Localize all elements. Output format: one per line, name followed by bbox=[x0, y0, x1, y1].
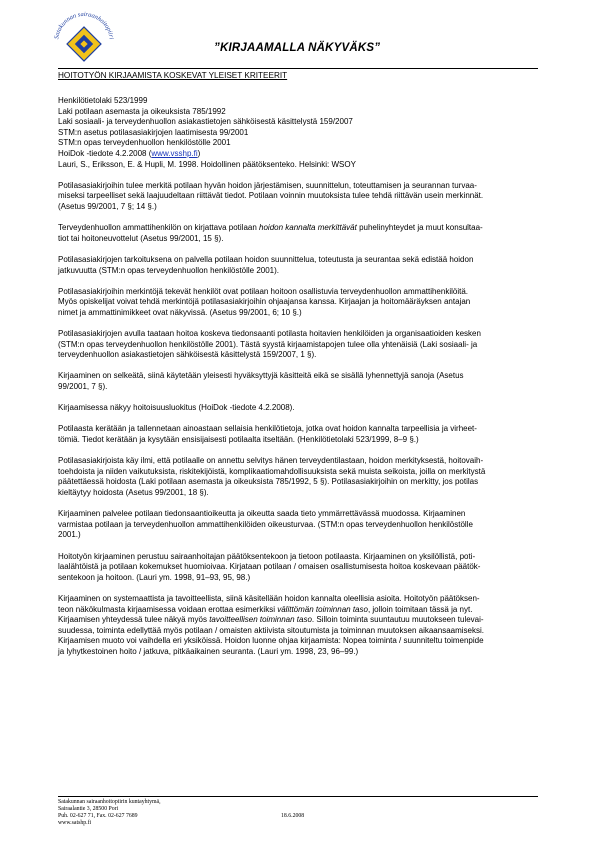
paragraph: Potilasasiakirjoista käy ilmi, että potilaalle on annettu selvitys hänen terveydentilastaan, hoidon merkityksestä, hoitovaih- toehdoista ja niiden vaikutuksista, riskitekijöistä, komplikaatiomahdollisuuksista sekä muista seikoista, joilla on merkitystä päätettäessä hoidosta (Laki potilaan asemasta ja oikeuksista 785/1992, 5 §). Potilasasiakirjoihin on merkitty, jos potilas kieltäytyy hoidosta (Asetus 99/2001, 18 §). bbox=[58, 456, 486, 497]
document-body bbox=[58, 96, 542, 668]
paragraph: Potilasasiakirjoihin merkintöjä tekevät henkilöt ovat potilaan hoitoon osallistuvia terveydenhuollon ammattihenkilöitä. Myös opiskelijat voivat tehdä merkintöjä potilasasiakirjoihin ohjaajansa kanssa. Kirjaajan ja hoitomääräyksen antajan nimet ja ammattinimikkeet ovat näkyvissä. (Asetus 99/2001, 6; 10 §.) bbox=[58, 286, 471, 317]
logo-ring-text: Satakunnan sairaanhoitopiiri bbox=[53, 10, 115, 40]
paragraph: Potilasasiakirjojen avulla taataan hoitoa koskeva tiedonsaanti potilasta hoitavien henkilöiden ja organisaatioiden kesken (STM:n opas terveydenhuollon henkilöstölle 2001). Tästä syystä kirjaamistapojen tulee olla yhtenäisiä (Laki sosiaali- ja terveydenhuollon asiakastietojen sähköisestä käsittelystä 159/2007, 1 §). bbox=[58, 329, 481, 360]
paragraph: Terveydenhuollon ammattihenkilön on kirjattava potilaan hoidon kannalta merkittävät puhelinyhteydet ja muut konsultaa- tiot tai hoitoneuvottelut (Asetus 99/2001, 15 §). bbox=[58, 223, 483, 243]
reference-item: Laki potilaan asemasta ja oikeuksista 785/1992 bbox=[58, 106, 226, 116]
reference-item: Laki sosiaali- ja terveydenhuollon asiakastietojen sähköisestä käsittelystä 159/2007 bbox=[58, 117, 353, 127]
footer-org: Satakunnan sairaanhoitopiirin kuntayhtymä, bbox=[58, 799, 161, 805]
footer-divider bbox=[58, 796, 538, 797]
paragraph: Potilasasiakirjojen tarkoituksena on palvella potilaan hoidon suunnittelua, toteutusta ja seurantaa sekä edistää hoidon jatkuvuutta (STM:n opas terveydenhuollon henkilöstölle 2001). bbox=[58, 254, 474, 275]
footer-date: 18.6.2008 bbox=[281, 813, 305, 819]
reference-item: STM:n opas terveydenhuollon henkilöstölle 2001 bbox=[58, 138, 231, 148]
reference-item: Lauri, S., Eriksson, E. & Hupli, M. 1998. Hoidollinen päätöksenteko. Helsinki: WSOY bbox=[58, 159, 356, 169]
footer-address: Sairaalantie 3, 28500 Pori bbox=[58, 806, 119, 812]
reference-item: STM:n asetus potilasasiakirjojen laatimisesta 99/2001 bbox=[58, 127, 249, 137]
paragraph: Kirjaamisessa näkyy hoitoisuusluokitus (HoiDok -tiedote 4.2.2008). bbox=[58, 403, 295, 413]
paragraph: Kirjaaminen on systemaattista ja tavoitteellista, siinä käsitellään hoidon kannalta oleellisia asioita. Hoitotyön päätöksen- teon näkökulmasta kirjaamisessa voidaan erottaa esimerkiksi välittömän toiminnan taso, jolloin toimitaan tässä ja nyt. Kirjaamisen yhteydessä tulee näkyä myös tavoitteellisen toiminnan taso. Silloin toiminta suuntautuu muutokseen tulevai- suudessa, toiminta edellyttää myös potilaan / omaisten aktiivista sitoutumista ja toiminnan muutoksen aikaansaamiseksi. Kirjaamisen muoto voi vaihdella eri yksiköissä. Hoidon luonne ohjaa kirjaamista: Nopea toiminta / suunniteltu toimenpide ja lyhytkestoinen hoito / jatkuva, pitkäaikainen seuranta. (Lauri ym. 1998, 23, 96–99.) bbox=[58, 593, 484, 656]
paragraph: Kirjaaminen palvelee potilaan tiedonsaantioikeutta ja oikeutta saada tieto ymmärrettävässä muodossa. Kirjaaminen varmistaa potilaan ja terveydenhuollon ammattihenkilöiden oikeusturvaa. (STM:n opas terveydenhuollon henkilöstölle 2001.) bbox=[58, 509, 473, 540]
document-title: ”KIRJAAMALLA NÄKYVÄKS” bbox=[214, 42, 381, 54]
header-divider bbox=[58, 68, 538, 69]
paragraph: Potilasasiakirjoihin tulee merkitä potilaan hyvän hoidon järjestämisen, suunnittelun, toteuttamisen ja seurannan turvaa- miseksi tarpeelliset sekä laajuudeltaan riittävät tiedot. Potilaan voinnin muutoksista tulee tehdä riittävän usein merkinnät. (Asetus 99/2001, 7 §; 14 §.) bbox=[58, 180, 484, 211]
paragraph: Potilaasta kerätään ja tallennetaan ainoastaan sellaisia henkilötietoja, jotka ovat hoidon kannalta tarpeellisia ja virheet- tömiä. Tiedot kerätään ja kysytään ensisijaisesti potilaalta itseltään. (Henkilötietolaki 523/1999, 8–9 §.) bbox=[58, 424, 477, 444]
paragraph: Hoitotyön kirjaaminen perustuu sairaanhoitajan päätöksentekoon ja tietoon potilaasta. Kirjaaminen on yksilöllistä, poti- laalähtöistä ja potilaan kokemukset huomioivaa. Kirjataan potilaan / omaisen osallistumisesta hoitoa koskevaan päätök- sentekoon ja hoitoon. (Lauri ym. 1998, 91–93, 95, 98.) bbox=[58, 551, 481, 582]
hospital-district-logo bbox=[46, 8, 122, 68]
section-heading: HOITOTYÖN KIRJAAMISTA KOSKEVAT YLEISET KRITEERIT bbox=[58, 71, 288, 80]
footer-phone: Puh. 02-627 71, Fax. 02-627 7689 bbox=[58, 813, 138, 819]
reference-list bbox=[58, 96, 542, 170]
reference-item: Henkilötietolaki 523/1999 bbox=[58, 96, 148, 105]
vsshp-link[interactable]: www.vsshp.fi bbox=[151, 148, 198, 158]
paragraph: Kirjaaminen on selkeätä, siinä käytetään yleisesti hyväksyttyjä käsitteitä eikä se sisällä lyhennettyjä sanoja (Asetus 99/2001, 7 §). bbox=[58, 371, 464, 392]
footer-web: www.satshp.fi bbox=[58, 820, 92, 826]
footer bbox=[58, 799, 161, 827]
reference-item-hoidok: HoiDok -tiedote 4.2.2008 (www.vsshp.fi) bbox=[58, 148, 201, 158]
